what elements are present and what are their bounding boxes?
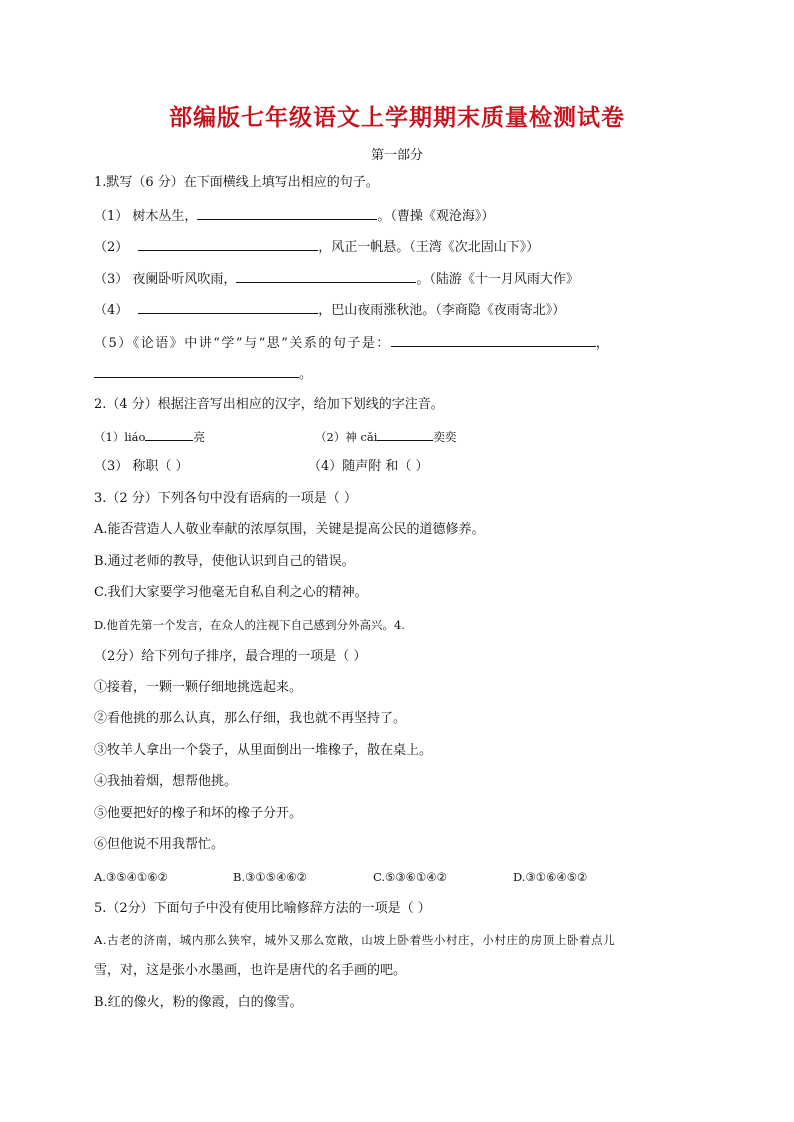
q5-option-a-line-1: A.古老的济南，城内那么狭窄，城外又那么宽敞，山坡上卧着些小村庄，小村庄的房顶上卧着点儿 xyxy=(94,933,616,947)
q4-option-d: D.③①⑥④⑤② xyxy=(513,870,588,884)
q1-item-4-prefix: （4） xyxy=(94,303,129,318)
q1-item-1-prefix: （1） 树木丛生， xyxy=(94,209,198,224)
q1-item-5 xyxy=(94,333,610,353)
q3-stem: 3.（2 分）下列各句中没有语病的一项是（ ） xyxy=(94,491,357,506)
section-heading: 第一部分 xyxy=(370,148,423,163)
q1-item-1-suffix: 。（曹操《观沧海》） xyxy=(377,209,495,224)
q3-option-b: B.通过老师的教导，使他认识到自己的错误。 xyxy=(94,554,355,569)
page-title: 部编版七年级语文上学期期末质量检测试卷 xyxy=(169,105,625,131)
q2-item-2-prefix: （2）神 cǎi xyxy=(315,430,378,444)
q1-item-2-suffix: ，风正一帆悬。（王湾《次北固山下》） xyxy=(318,240,540,255)
q2-row-1b xyxy=(315,427,456,446)
answer-blank[interactable] xyxy=(197,206,377,220)
q4-sentence-3: ③牧羊人拿出一个袋子，从里面倒出一堆橡子，散在桌上。 xyxy=(94,743,433,758)
q3-option-a: A.能否营造人人敬业奉献的浓厚氛围，关键是提高公民的道德修养。 xyxy=(94,522,485,537)
q4-option-c: C.⑤③⑥①④② xyxy=(373,870,447,884)
q2-row-1 xyxy=(94,427,205,446)
q1-item-1 xyxy=(94,206,494,226)
answer-blank[interactable] xyxy=(138,237,318,251)
answer-blank[interactable] xyxy=(236,269,416,283)
q1-item-2-prefix: （2） xyxy=(94,240,129,255)
q1-item-3 xyxy=(94,269,579,289)
q1-item-5-end: 。 xyxy=(299,367,313,382)
q3-option-c: C.我们大家要学习他毫无自私自利之心的精神。 xyxy=(94,585,368,600)
q1-item-5-comma: ， xyxy=(595,336,611,351)
answer-blank[interactable] xyxy=(391,333,596,347)
q2-item-1-suffix: 亮 xyxy=(193,430,205,444)
answer-blank[interactable] xyxy=(94,364,299,378)
q1-item-3-suffix: 。（陆游《十一月风雨大作》 xyxy=(416,272,579,287)
q1-item-5-prefix: （5）《论语》中讲“学”与“思”关系的句子是： xyxy=(94,336,391,351)
q4-sentence-5: ⑤他要把好的橡子和坏的橡子分开。 xyxy=(94,806,303,821)
q4-sentence-2: ②看他挑的那么认真，那么仔细，我也就不再坚持了。 xyxy=(94,711,407,726)
q2-item-2-suffix: 奕奕 xyxy=(433,430,457,444)
q5-option-a-line-2: 雪，对，这是张小水墨画，也许是唐代的名手画的吧。 xyxy=(94,963,407,978)
q1-item-5-cont xyxy=(94,364,312,384)
answer-blank[interactable] xyxy=(138,300,318,314)
q5-stem: 5.（2分）下面句子中没有使用比喻修辞方法的一项是（ ） xyxy=(94,901,431,916)
answer-blank[interactable] xyxy=(377,427,433,441)
q4-sentence-6: ⑥但他说不用我帮忙。 xyxy=(94,837,225,852)
q1-item-3-prefix: （3） 夜阑卧听风吹雨， xyxy=(94,272,237,287)
q2-stem: 2.（4 分）根据注音写出相应的汉字，给加下划线的字注音。 xyxy=(94,397,444,412)
q4-sentence-4: ④我抽着烟，想帮他挑。 xyxy=(94,774,238,789)
q3-option-d: D.他首先第一个发言，在众人的注视下自己感到分外高兴。4. xyxy=(94,618,405,632)
q1-stem: 1.默写（6 分）在下面横线上填写出相应的句子。 xyxy=(94,175,379,190)
q1-item-4 xyxy=(94,300,565,320)
answer-blank[interactable] xyxy=(145,427,193,441)
q4-stem: （2分）给下列句子排序，最合理的一项是（ ） xyxy=(94,649,367,664)
q1-item-4-suffix: ，巴山夜雨涨秋池。（李商隐《夜雨寄北》） xyxy=(318,303,566,318)
q2-item-4: （4）随声附 和（ ） xyxy=(308,459,429,474)
q4-sentence-1: ①接着，一颗一颗仔细地挑选起来。 xyxy=(94,680,303,695)
q5-option-b: B.红的像火，粉的像霞，白的像雪。 xyxy=(94,995,303,1010)
q1-item-2 xyxy=(94,237,539,257)
q2-item-3: （3） 称职（ ） xyxy=(94,459,189,474)
q4-option-b: B.③①⑤④⑥② xyxy=(233,870,307,884)
q2-item-1-prefix: （1）liáo xyxy=(94,430,146,444)
q4-option-a: A.③⑤④①⑥② xyxy=(94,870,168,884)
